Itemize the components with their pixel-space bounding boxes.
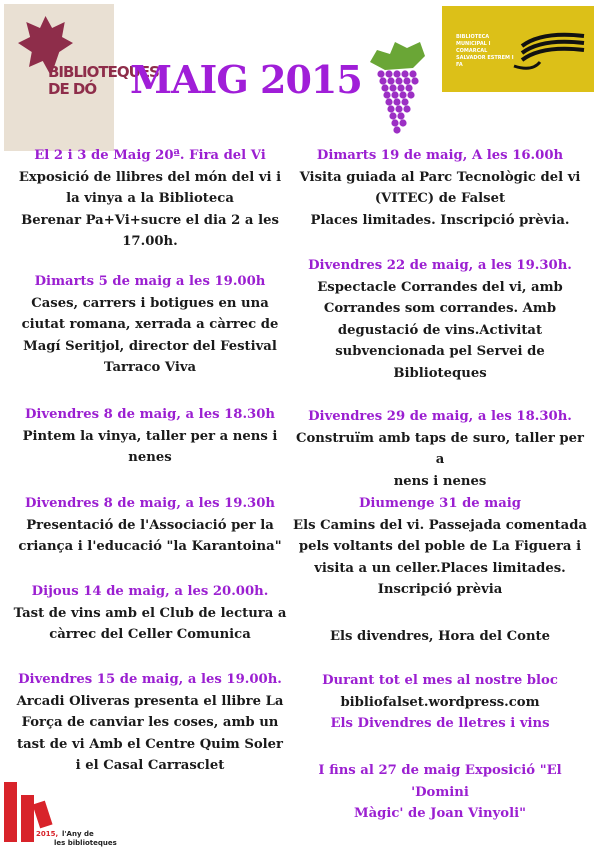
event-line: Tast de vins amb el Club de lectura a xyxy=(13,605,287,621)
grape xyxy=(395,77,402,84)
event-heading: Divendres 22 de maig, a les 19.30h. xyxy=(308,258,572,273)
grape xyxy=(391,91,398,98)
event-line: visita a un celler.Places limitades. xyxy=(314,560,566,576)
event-line: criança i l'educació "la Karantoina" xyxy=(18,539,282,554)
footer-caption-1: l'Any de xyxy=(62,830,94,838)
grape xyxy=(403,77,410,84)
grape xyxy=(407,91,414,98)
grape xyxy=(381,84,388,91)
grape xyxy=(377,70,384,77)
event-line: càrrec del Celler Comunica xyxy=(49,627,251,642)
event-heading: Durant tot el mes al nostre bloc xyxy=(322,673,558,688)
event-tail: Els Divendres de lletres i vins xyxy=(330,716,550,731)
event xyxy=(0,145,300,253)
event-line: Places limitades. Inscripció prèvia. xyxy=(310,212,570,228)
grape xyxy=(405,84,412,91)
event-heading: Dimarts 19 de maig, A les 16.00h xyxy=(316,148,564,163)
grape xyxy=(387,105,394,112)
grape xyxy=(395,105,402,112)
event-line: Magí Seritjol, director del Festival xyxy=(23,338,277,354)
grape xyxy=(411,77,418,84)
grape xyxy=(401,70,408,77)
event-line: ciutat romana, xerrada a càrrec de xyxy=(21,317,279,332)
event-line: bibliofalset.wordpress.com xyxy=(340,694,540,710)
event-line: Exposició de llibres del món del vi i xyxy=(18,169,282,185)
grape xyxy=(399,119,406,126)
grape xyxy=(389,84,396,91)
event xyxy=(0,271,300,379)
footer-caption-2: les biblioteques xyxy=(54,839,117,847)
event-heading: Dimarts 5 de maig a les 19.00h xyxy=(34,274,266,289)
event-line: subvencionada pel Servei de xyxy=(335,344,545,359)
event-line: Tarraco Viva xyxy=(103,360,197,375)
event-heading: El 2 i 3 de Maig 20ª. Fira del Vi xyxy=(34,148,266,163)
event-heading: Divendres 29 de maig, a les 18.30h. xyxy=(308,409,572,424)
grape xyxy=(397,112,404,119)
event-line: Espectacle Corrandes del vi, amb xyxy=(317,279,563,295)
event-line: Cases, carrers i botigues en una xyxy=(31,295,269,311)
event-line: Arcadi Oliveras presenta el llibre La xyxy=(16,693,284,709)
event xyxy=(290,255,590,384)
stripes-icon xyxy=(512,26,587,71)
grape xyxy=(399,91,406,98)
event-line: Els divendres, Hora del Conte xyxy=(329,629,551,644)
event xyxy=(290,670,590,735)
event xyxy=(290,145,590,231)
grape xyxy=(393,126,400,133)
event-heading: Divendres 8 de maig, a les 19.30h xyxy=(25,496,275,511)
event xyxy=(290,626,590,648)
event-line: Biblioteques xyxy=(393,365,487,381)
grape xyxy=(393,98,400,105)
grapes-icon xyxy=(365,40,430,135)
grape xyxy=(389,112,396,119)
event-line: tast de vi Amb el Centre Quim Soler xyxy=(17,736,283,752)
event xyxy=(290,760,590,825)
event-line: nens i nenes xyxy=(393,473,487,489)
grape xyxy=(391,119,398,126)
event-line: degustació de vins.Activitat xyxy=(337,322,543,338)
footer-year: 2015, xyxy=(36,830,59,838)
event-line: pels voltants del poble de La Figuera i xyxy=(298,539,582,554)
event-heading: Divendres 15 de maig, a les 19.00h. xyxy=(18,672,282,687)
logo-left-text: BIBLIOTEQUES DE DÓ xyxy=(48,63,159,98)
event-line: Construïm amb taps de suro, taller per a xyxy=(296,430,584,467)
grape xyxy=(385,98,392,105)
event-line: nenes xyxy=(128,450,172,465)
grape xyxy=(393,70,400,77)
event-heading: Màgic' de Joan Vinyoli" xyxy=(354,806,526,821)
logo-right-text: BIBLIOTECA MUNICIPAL I COMARCAL SALVADOR ESTREM I FA xyxy=(456,34,514,68)
page-title: MAIG 2015 xyxy=(130,57,362,102)
event-line: Els Camins del vi. Passejada comentada xyxy=(293,517,587,533)
event-line: Presentació de l'Associació per la xyxy=(26,517,274,533)
grape xyxy=(385,70,392,77)
event-heading: Diumenge 31 de maig xyxy=(358,496,522,511)
event-line: 17.00h. xyxy=(122,234,178,249)
event xyxy=(290,406,590,492)
event-line: Corrandes som corrandes. Amb xyxy=(323,301,557,316)
event xyxy=(0,581,300,646)
event-line: Inscripció prèvia xyxy=(377,582,503,597)
grape xyxy=(397,84,404,91)
bibliotheques-logo xyxy=(4,4,159,151)
library-logo xyxy=(442,6,594,92)
event-line: Visita guiada al Parc Tecnològic del vi xyxy=(299,169,581,185)
footer-logo xyxy=(4,782,134,847)
event-heading: Divendres 8 de maig, a les 18.30h xyxy=(25,407,275,422)
event-line: Pintem la vinya, taller per a nens i xyxy=(22,428,278,444)
event xyxy=(0,404,300,469)
grape xyxy=(401,98,408,105)
grape xyxy=(403,105,410,112)
grape xyxy=(409,70,416,77)
grape xyxy=(387,77,394,84)
event-line: (VITEC) de Falset xyxy=(374,191,506,206)
event-line: Berenar Pa+Vi+sucre el dia 2 a les xyxy=(21,212,279,228)
grape xyxy=(383,91,390,98)
event xyxy=(0,493,300,558)
event-heading: Dijous 14 de maig, a les 20.00h. xyxy=(31,584,269,599)
event-line: Força de canviar les coses, amb un xyxy=(21,715,279,730)
grape xyxy=(379,77,386,84)
event xyxy=(0,669,300,777)
event-heading: I fins al 27 de maig Exposició "El 'Domini xyxy=(318,763,562,800)
event xyxy=(290,493,590,601)
event-line: la vinya a la Biblioteca xyxy=(66,191,234,206)
event-line: i el Casal Carrasclet xyxy=(75,758,225,773)
